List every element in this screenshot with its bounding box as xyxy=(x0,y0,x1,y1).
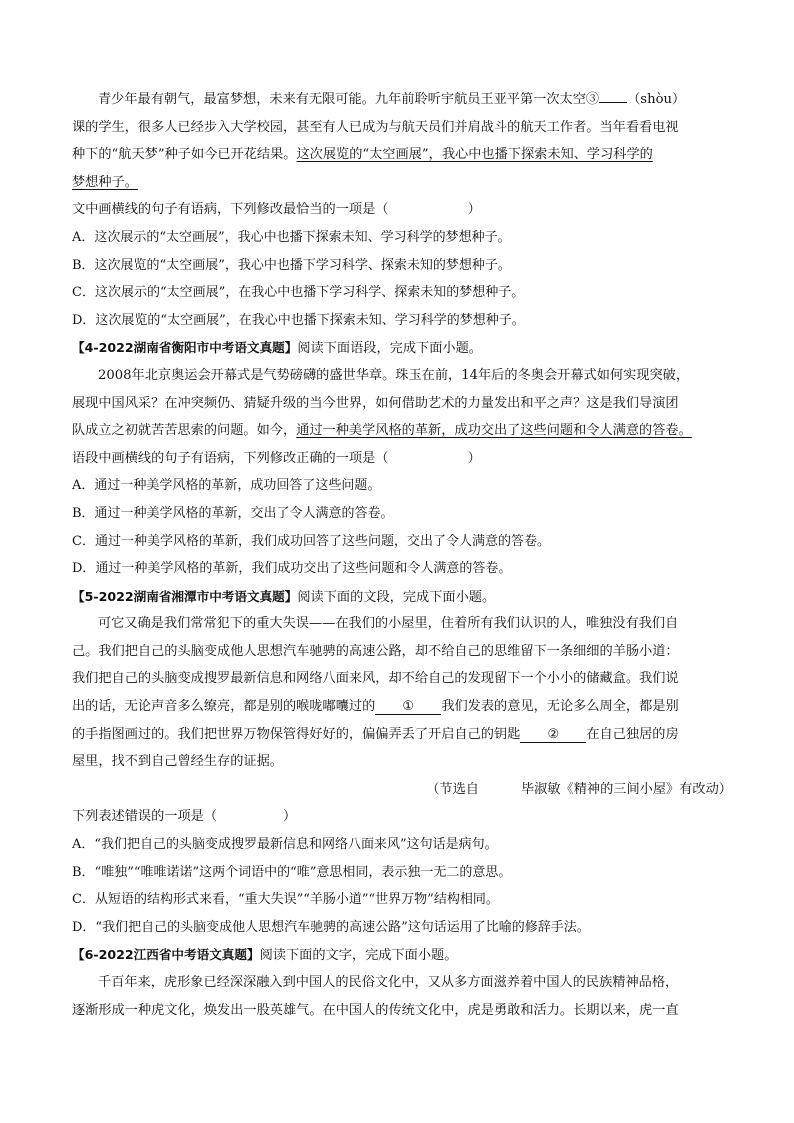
option-a: A．通过一种美学风格的革新，成功回答了这些问题。 xyxy=(72,478,381,494)
document-page xyxy=(72,86,732,1024)
underlined-sentence: 梦想种子。 xyxy=(72,174,138,190)
citation-prefix: （节选自 xyxy=(426,781,479,797)
option-d: D．“我们把自己的头脑变成他人思想汽车驰骋的高速公路”这句话运用了比喻的修辞手法。 xyxy=(72,919,590,935)
question-stem: 语段中画横线的句子有语病，下列修改正确的一项是（ ） xyxy=(72,450,481,466)
pinyin-hint: （shòu） xyxy=(627,92,686,107)
question-stem: 下列表述错误的一项是（ ） xyxy=(72,809,297,825)
underlined-sentence: 通过一种美学风格的革新，成功交出了这些问题和令人满意的答卷。 xyxy=(296,423,692,439)
option-b: B．这次展览的“太空画展”，我心中也播下学习科学、探索未知的梦想种子。 xyxy=(72,257,511,273)
question-header xyxy=(72,583,732,611)
question-stem: 文中画横线的句子有语病，下列修改最恰当的一项是（ ） xyxy=(72,202,481,218)
passage-text: 我们发表的意见，无论多么周全，都是别 xyxy=(441,699,679,715)
instruction: 阅读下面的文段，完成下面小题。 xyxy=(297,589,496,605)
passage-line: 2008年北京奥运会开幕式是气势磅礴的盛世华章。珠玉在前，14年后的冬奥会开幕式如何实现突破， xyxy=(98,367,690,383)
option-b: B．“唯独”“唯唯诺诺”这两个词语中的“唯”意思相同，表示独一无二的意思。 xyxy=(72,864,512,880)
passage-line xyxy=(72,86,732,114)
passage-line: 展现中国风采？在冲突频仍、猜疑升级的当今世界，如何借助艺术的力量发出和平之声？这是我们导演团 xyxy=(72,395,679,411)
option-d: D．这次展览的“太空画展”，在我心中也播下探索未知、学习科学的梦想种子。 xyxy=(72,312,525,328)
passage-line: 逐渐形成一种虎文化，焕发出一股英雄气。在中国人的传统文化中，虎是勇敢和活力。长期以来，虎一直 xyxy=(72,1002,679,1018)
underlined-sentence: 这次展览的“太空画展”，我心中也播下探索未知、学习科学的 xyxy=(296,147,653,163)
passage-text: 的手指图画过的。我们把世界万物保管得好好的，偏偏弄丢了开启自己的钥匙 xyxy=(72,726,521,742)
source-tag: 【5-2022湖南省湘潭市中考语文真题】 xyxy=(72,588,298,604)
passage-line: 千百年来，虎形象已经深深融入到中国人的民俗文化中，又从多方面滋养着中国人的民族精神品格， xyxy=(98,975,679,990)
instruction: 阅读下面语段，完成下面小题。 xyxy=(297,341,482,357)
passage-line xyxy=(72,169,732,197)
source-citation xyxy=(72,776,732,804)
blank-1: ① xyxy=(375,700,441,715)
option-b: B．通过一种美学风格的革新，交出了令人满意的答卷。 xyxy=(72,505,394,521)
option-c: C．从短语的结构形式来看，“重大失误”“羊肠小道”“世界万物”结构相同。 xyxy=(72,892,499,908)
option-a: A．“我们把自己的头脑变成搜罗最新信息和网络八面来风”这句话是病句。 xyxy=(72,837,498,853)
instruction: 阅读下面的文字，完成下面小题。 xyxy=(259,948,458,964)
passage-line xyxy=(72,141,732,169)
question-header xyxy=(72,941,732,969)
source-tag: 【6-2022江西省中考语文真题】 xyxy=(72,947,260,963)
passage-line xyxy=(72,417,732,445)
question-header xyxy=(72,334,732,362)
passage-line: 可它又确是我们常常犯下的重大失误——在我们的小屋里，住着所有我们认识的人，唯独没有我们自 xyxy=(98,616,679,632)
passage-line: 屋里，找不到自己曾经生存的证据。 xyxy=(72,754,283,770)
option-a: A．这次展示的“太空画展”，我心中也播下探索未知、学习科学的梦想种子。 xyxy=(72,229,511,245)
passage-text: 在自己独居的房 xyxy=(586,726,679,742)
passage-text: 青少年最有朝气，最富梦想，未来有无限可能。九年前聆听宇航员王亚平第一次太空③ xyxy=(98,92,600,107)
passage-text: 队成立之初就苦苦思索的问题。如今， xyxy=(72,423,297,439)
passage-text: 种下的“航天梦”种子如今已开花结果。 xyxy=(72,147,297,163)
source-tag: 【4-2022湖南省衡阳市中考语文真题】 xyxy=(72,340,298,356)
passage-line: 课的学生，很多人已经步入大学校园，甚至有人已成为与航天员们并肩战斗的航天工作者。当年看看电视 xyxy=(72,119,679,135)
blank-2: ② xyxy=(520,728,586,743)
passage-line: 己。我们把自己的头脑变成他人思想汽车驰骋的高速公路，却不给自己的思维留下一条细细的羊肠小道： xyxy=(72,643,679,659)
answer-blank xyxy=(599,88,627,103)
passage-line: 我们把自己的头脑变成搜罗最新信息和网络八面来风，却不给自己的发现留下一个小小的储藏盒。我们说 xyxy=(72,671,679,687)
option-d: D．通过一种美学风格的革新，我们成功交出了这些问题和令人满意的答卷。 xyxy=(72,561,512,577)
passage-line xyxy=(72,693,732,721)
option-c: C．这次展示的“太空画展”，在我心中也播下学习科学、探索未知的梦想种子。 xyxy=(72,285,525,301)
passage-line xyxy=(72,721,732,749)
passage-text: 出的话，无论声音多么缭亮，都是别的喉咙嘟囔过的 xyxy=(72,699,376,715)
option-c: C．通过一种美学风格的革新，我们成功回答了这些问题，交出了令人满意的答卷。 xyxy=(72,533,550,549)
citation-work: 毕淑敏《精神的三间小屋》有改动） xyxy=(521,781,732,797)
